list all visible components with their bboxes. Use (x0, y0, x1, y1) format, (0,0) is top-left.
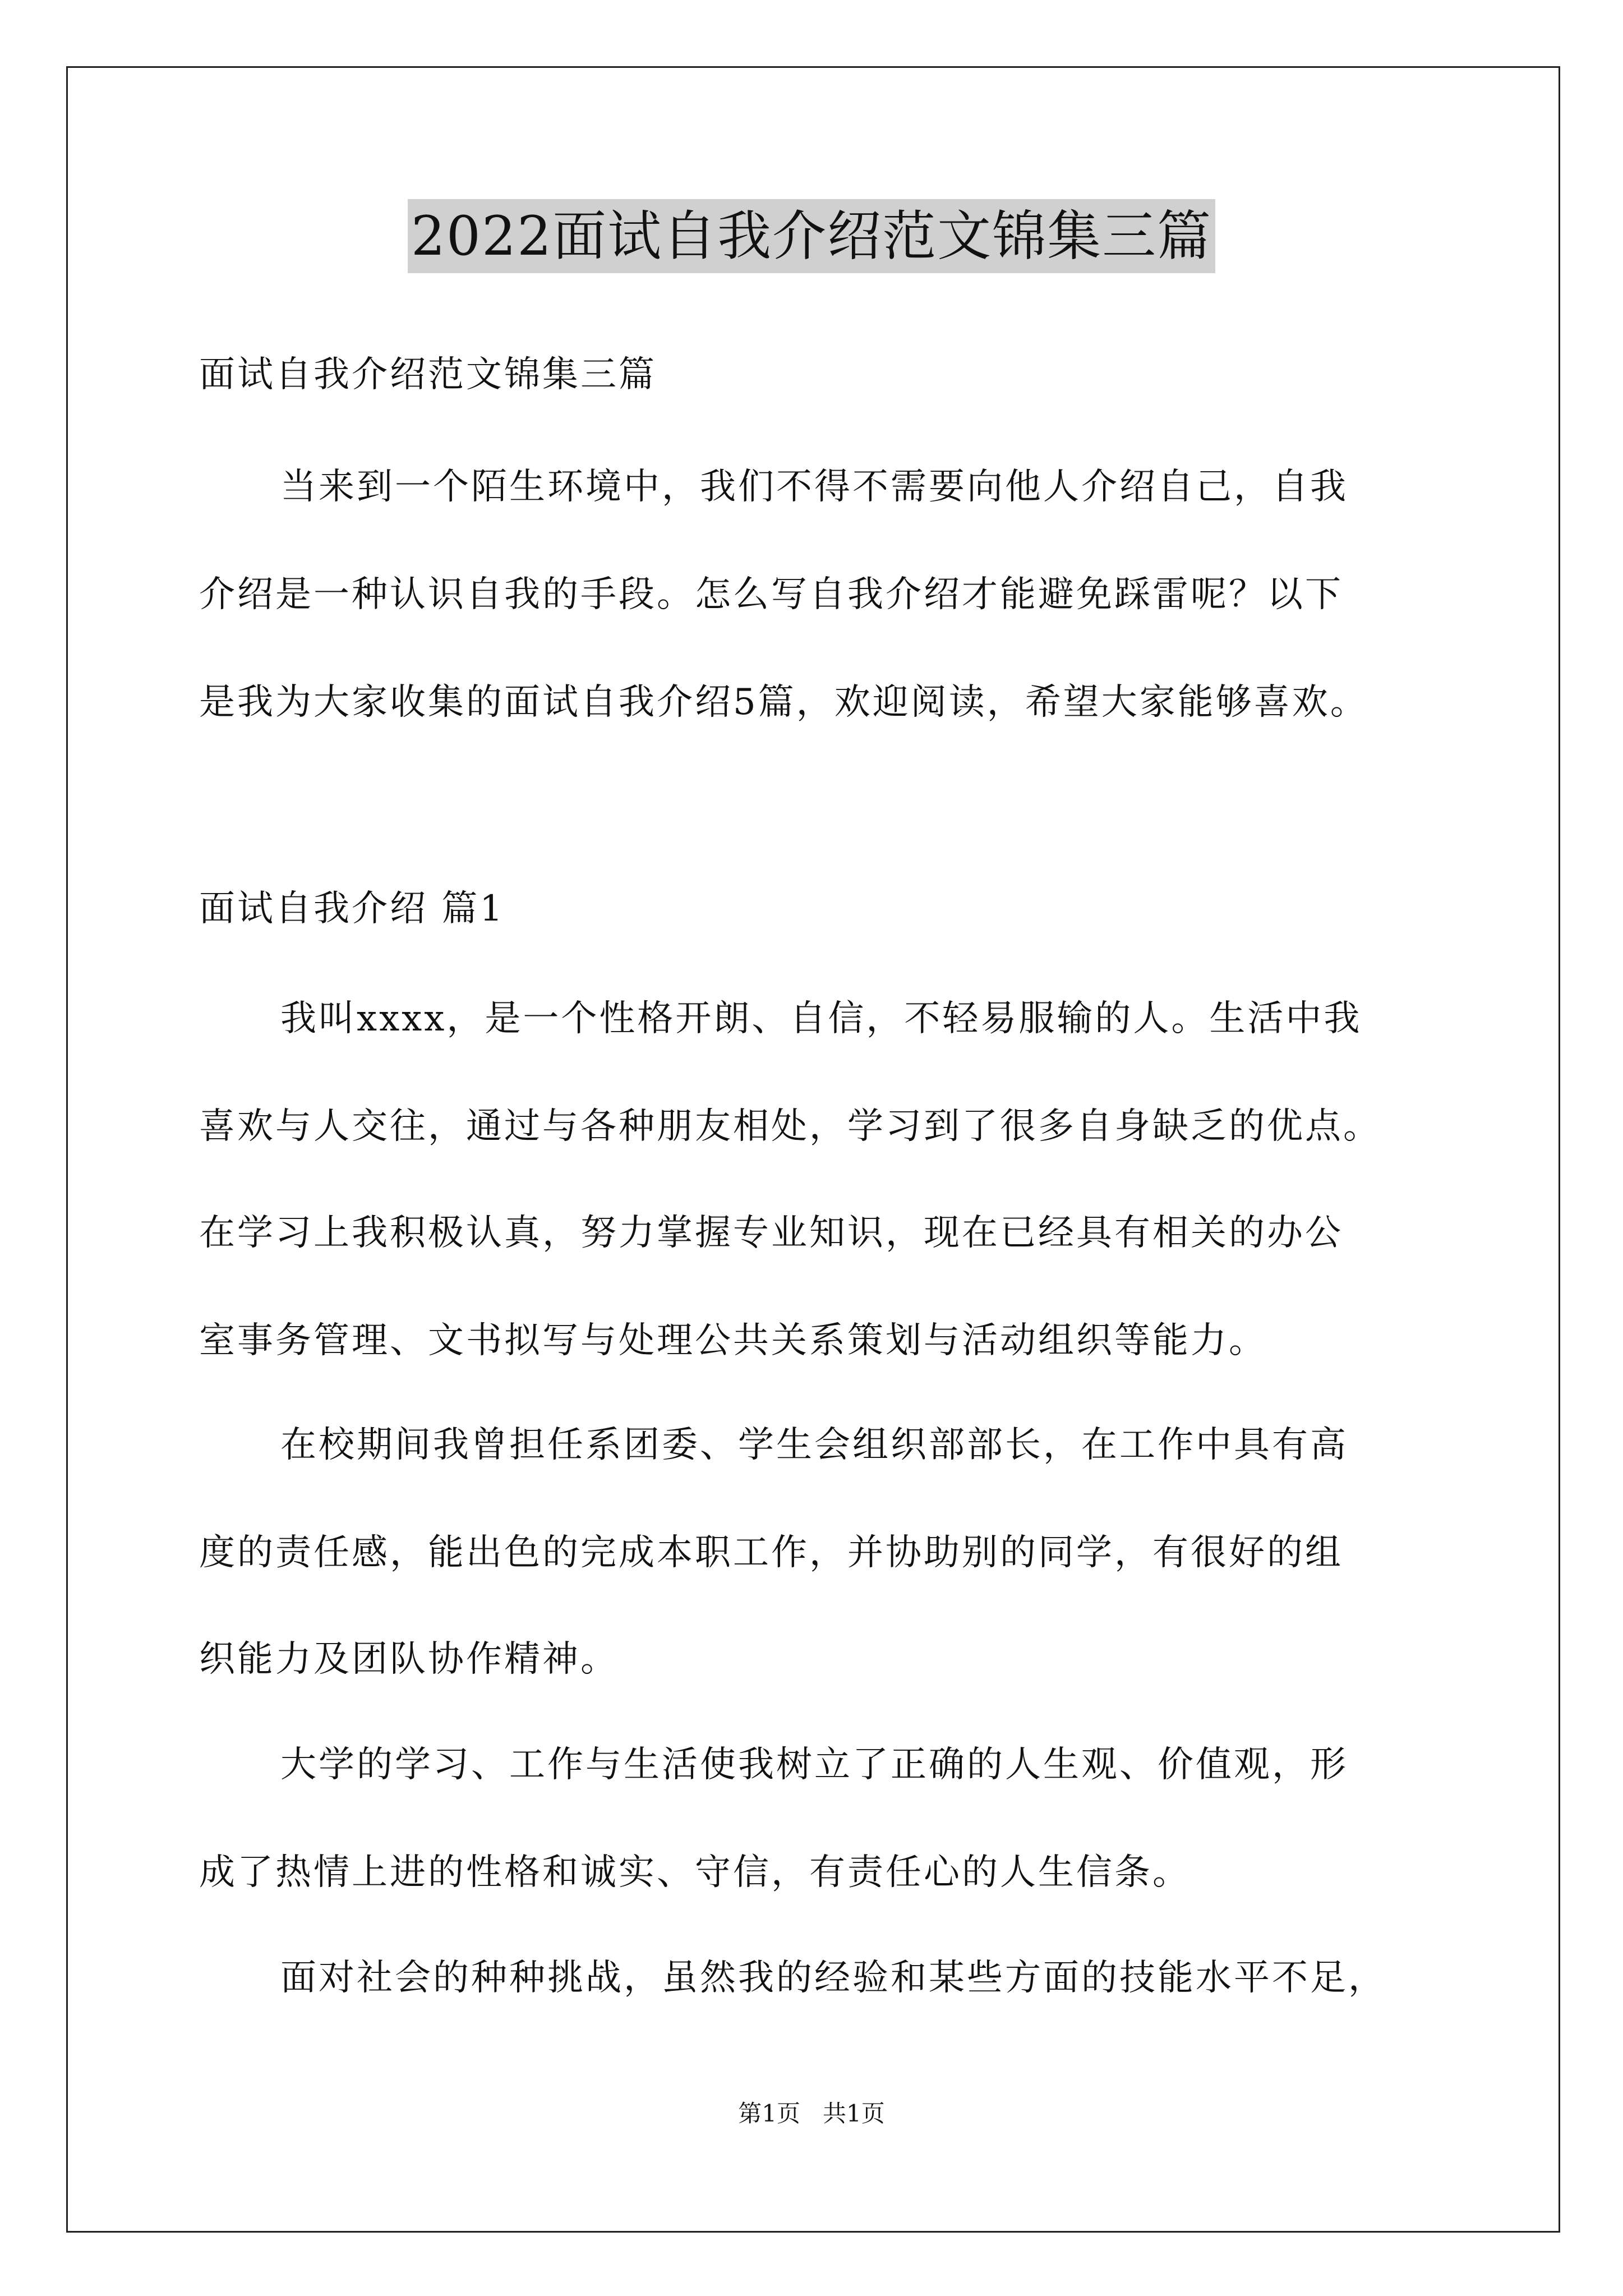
paragraph-line: 成了热情上进的性格和诚实、守信，有责任心的人生信条。 (199, 1852, 1191, 1893)
paragraph-line: 面对社会的种种挑战，虽然我的经验和某些方面的技能水平不足， (280, 1957, 1386, 1999)
title-container (0, 199, 1623, 273)
intro-line: 介绍是一种认识自我的手段。怎么写自我介绍才能避免踩雷呢？以下 (199, 574, 1343, 615)
paragraph-line: 织能力及团队协作精神。 (199, 1639, 619, 1680)
intro-line: 当来到一个陌生环境中，我们不得不需要向他人介绍自己，自我 (280, 466, 1348, 508)
paragraph-line: 度的责任感，能出色的完成本职工作，并协助别的同学，有很好的组 (199, 1532, 1343, 1573)
intro-line: 是我为大家收集的面试自我介绍5篇，欢迎阅读，希望大家能够喜欢。 (199, 682, 1368, 723)
paragraph-line: 在学习上我积极认真，努力掌握专业知识，现在已经具有相关的办公 (199, 1212, 1343, 1254)
page-footer: 第1页 共1页 (738, 2100, 885, 2127)
paragraph-line: 在校期间我曾担任系团委、学生会组织部部长，在工作中具有高 (280, 1424, 1348, 1466)
paragraph-line: 室事务管理、文书拟写与处理公共关系策划与活动组织等能力。 (199, 1320, 1267, 1361)
paragraph-line: 我叫xxxx，是一个性格开朗、自信，不轻易服输的人。生活中我 (280, 998, 1362, 1039)
paragraph-line: 喜欢与人交往，通过与各种朋友相处，学习到了很多自身缺乏的优点。 (199, 1106, 1381, 1147)
document-subtitle: 面试自我介绍范文锦集三篇 (199, 354, 657, 395)
document-title: 2022面试自我介绍范文锦集三篇 (408, 199, 1215, 273)
section-heading: 面试自我介绍 篇1 (199, 888, 505, 930)
paragraph-line: 大学的学习、工作与生活使我树立了正确的人生观、价值观，形 (280, 1744, 1348, 1786)
